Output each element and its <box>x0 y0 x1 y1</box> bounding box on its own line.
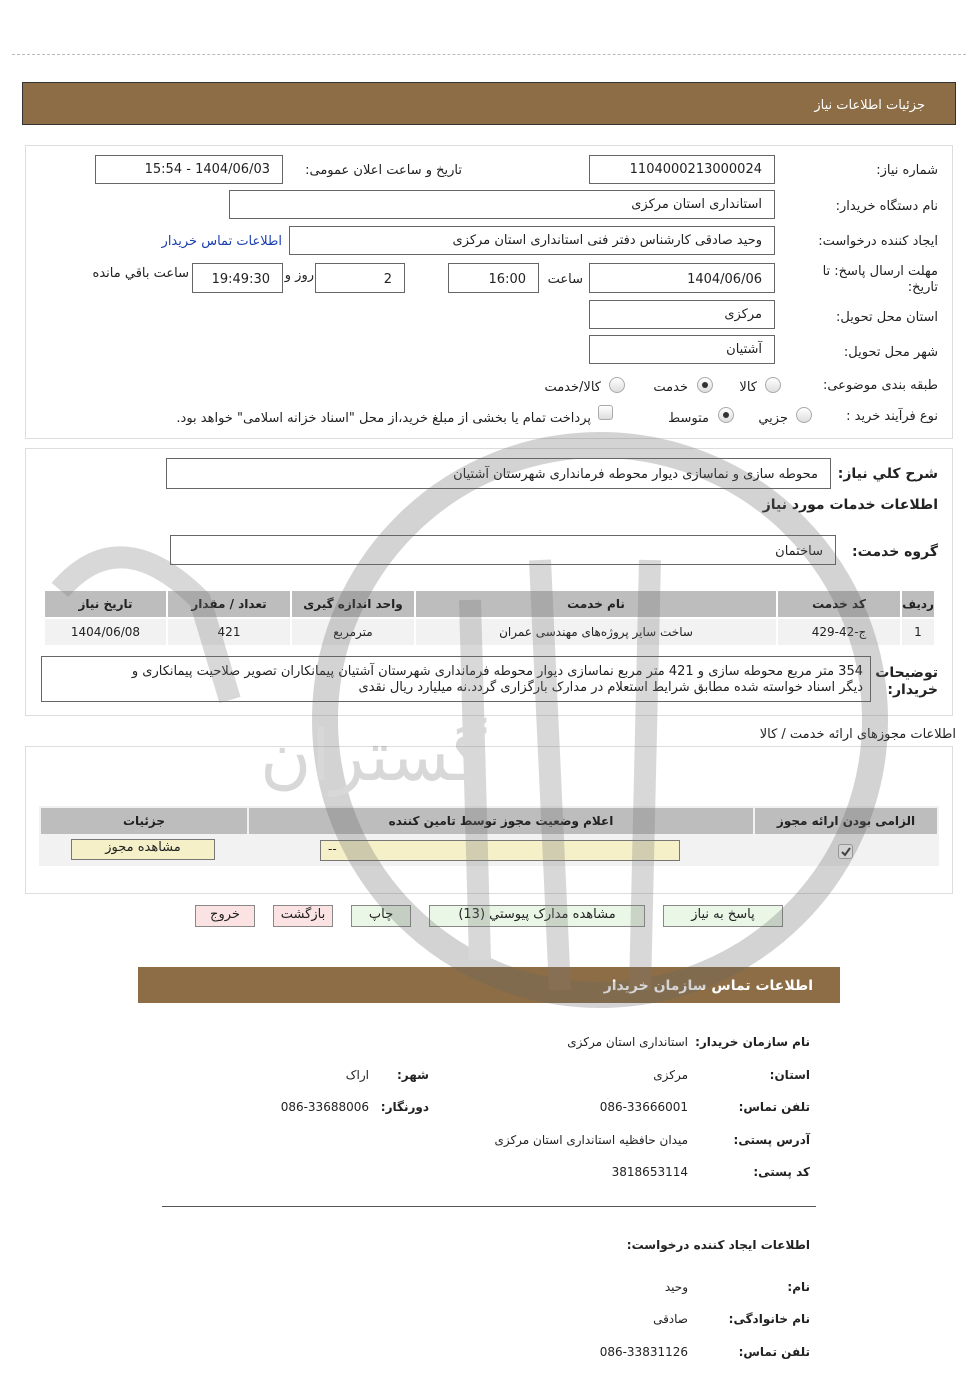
reply-button[interactable]: پاسخ به نیاز <box>663 905 783 927</box>
col-date: تاریخ نیاز <box>44 590 167 618</box>
contact-address-label: آدرس پستی: <box>733 1133 810 1147</box>
creator-name-label: نام: <box>787 1280 810 1294</box>
table-row <box>44 618 935 646</box>
category-both-label: کالا/خدمت <box>544 380 601 395</box>
permits-title: اطلاعات مجوزهای ارائه خدمت / کالا <box>759 727 956 742</box>
services-title: اطلاعات خدمات مورد نیاز <box>762 497 938 513</box>
process-medium-label: متوسط <box>668 411 709 426</box>
contact-province-label: استان: <box>769 1068 810 1082</box>
group-label: گروه خدمت: <box>852 544 938 560</box>
services-table <box>43 589 936 647</box>
deadline-label: مهلت ارسال پاسخ: تا تاریخ: <box>822 264 938 295</box>
deadline-date-field: 1404/06/06 <box>589 263 775 293</box>
need-number-label: شماره نیاز: <box>876 163 938 178</box>
deadline-time-field: 16:00 <box>448 263 539 293</box>
contact-title: اطلاعات تماس سازمان خریدار <box>603 978 813 994</box>
cell-qty: 421 <box>167 618 291 646</box>
treasury-checkbox[interactable] <box>598 405 613 420</box>
permit-col-status: اعلام وضعیت مجوز توسط تامین کننده <box>249 808 753 834</box>
col-row: رديف <box>901 590 935 618</box>
creator-phone: 086-33831126 <box>599 1345 688 1359</box>
notes-line-2: دیگر اسناد خواسته شده مطابق شرایط استعلام در مدارک بارگزاری گردد.نه میلیارد ریال نقدی <box>358 680 863 695</box>
col-name: نام خدمت <box>415 590 777 618</box>
time-label: ساعت <box>547 272 583 287</box>
days-label: روز و <box>284 268 314 283</box>
exit-button[interactable]: خروج <box>195 905 255 927</box>
category-service-radio[interactable] <box>697 377 713 393</box>
buyer-org-label: نام دستگاه خریدار: <box>835 199 938 214</box>
watermark-text: گستران <box>260 715 487 797</box>
contact-city-label: شهر: <box>397 1068 429 1082</box>
top-divider <box>12 54 966 55</box>
requester-label: ایجاد کننده درخواست: <box>818 234 938 249</box>
category-goods-radio[interactable] <box>765 377 781 393</box>
buyer-contact-link[interactable]: اطلاعات تماس خریدار <box>161 234 282 249</box>
need-number-field: 1104000213000024 <box>589 155 775 184</box>
category-service-label: خدمت <box>653 380 688 395</box>
notes-box <box>41 656 871 702</box>
announce-label: تاریخ و ساعت اعلان عمومی: <box>305 163 462 178</box>
contact-phone-label: تلفن تماس: <box>738 1100 810 1114</box>
permit-status-field: -- <box>320 840 680 861</box>
category-both-radio[interactable] <box>609 377 625 393</box>
print-button[interactable]: چاپ <box>351 905 411 927</box>
city-label: شهر محل تحویل: <box>843 345 938 360</box>
view-docs-button[interactable]: مشاهده مدارک پیوستي (13) <box>429 905 645 927</box>
contact-city: اراک <box>345 1068 369 1082</box>
permits-table <box>39 806 939 866</box>
page-title: جزئیات اطلاعات نیاز <box>814 98 925 113</box>
days-field: 2 <box>315 263 405 293</box>
contact-province: مرکزی <box>653 1068 688 1082</box>
contact-postal-label: کد پستی: <box>753 1165 810 1179</box>
category-goods-label: کالا <box>739 380 757 395</box>
contact-phone: 086-33666001 <box>599 1100 688 1114</box>
contact-address: میدان حافظیه استانداری استان مرکزی <box>494 1133 688 1147</box>
col-qty: تعداد / مقدار <box>167 590 291 618</box>
cell-date: 1404/06/08 <box>44 618 167 646</box>
process-medium-radio[interactable] <box>718 407 734 423</box>
requester-field: وحید صادقی کارشناس دفتر فنی استانداری استان مرکزی <box>289 226 775 255</box>
creator-title: اطلاعات ایجاد کننده درخواست: <box>626 1238 810 1252</box>
announce-field: 1404/06/03 - 15:54 <box>95 155 283 184</box>
desc-field: محوطه سازی و نماسازی دیوار محوطه فرمانداری شهرستان آشتیان <box>166 458 831 489</box>
cell-row: 1 <box>901 618 935 646</box>
back-button[interactable]: بازگشت <box>273 905 333 927</box>
treasury-note: پرداخت تمام یا بخشی از مبلغ خرید،از محل "اسناد خزانه اسلامی" خواهد بود. <box>176 411 591 426</box>
page-header <box>22 82 956 125</box>
desc-label: شرح کلي نياز: <box>837 466 938 482</box>
col-code: کد خدمت <box>777 590 901 618</box>
notes-label-1: توضیحات <box>875 665 938 681</box>
category-label: طبقه بندی موضوعی: <box>822 378 938 393</box>
city-field: آشتیان <box>589 335 775 364</box>
cell-code: ج-42-429 <box>777 618 901 646</box>
cell-name: ساخت سایر پروژه‌های مهندسی عمران <box>415 618 777 646</box>
view-permit-button[interactable]: مشاهده مجوز <box>71 839 215 860</box>
creator-name: وحید <box>664 1280 688 1294</box>
col-unit: واحد اندازه گیری <box>291 590 415 618</box>
remaining-field: 19:49:30 <box>192 263 283 293</box>
contact-postal: 3818653114 <box>611 1165 688 1179</box>
creator-phone-label: تلفن تماس: <box>738 1345 810 1359</box>
contact-fax: 086-33688006 <box>280 1100 369 1114</box>
contact-header <box>138 967 840 1003</box>
notes-line-1: 354 متر مربع محوطه سازی و 421 متر مربع نماسازی دیوار محوطه فرمانداری شهرستان آشتیان پیمانکاران تصویر صلاحیت پیمانکاری و <box>131 664 863 679</box>
contact-org-label: نام سازمان خریدار: <box>695 1035 810 1049</box>
services-header-row <box>44 590 935 618</box>
contact-divider <box>162 1206 816 1207</box>
buyer-org-field: استانداری استان مرکزی <box>229 190 775 219</box>
creator-family-label: نام خانوادگی: <box>728 1312 810 1326</box>
remaining-label: ساعت باقي مانده <box>92 266 189 281</box>
notes-label-2: خریدار: <box>887 682 938 698</box>
process-label: نوع فرآیند خرید : <box>846 409 938 424</box>
contact-org: استانداری استان مرکزی <box>567 1035 688 1049</box>
province-label: استان محل تحویل: <box>836 310 938 325</box>
creator-family: صادقی <box>653 1312 688 1326</box>
process-partial-radio[interactable] <box>796 407 812 423</box>
cell-unit: مترمربع <box>291 618 415 646</box>
permit-col-required: الزامی بودن ارائه مجوز <box>755 808 937 834</box>
province-field: مرکزی <box>589 300 775 329</box>
process-partial-label: جزیي <box>758 411 788 426</box>
permit-col-details: جزئیات <box>41 808 247 834</box>
check-icon <box>840 846 852 858</box>
group-field: ساختمان <box>170 535 836 565</box>
contact-fax-label: دورنگار: <box>380 1100 429 1114</box>
